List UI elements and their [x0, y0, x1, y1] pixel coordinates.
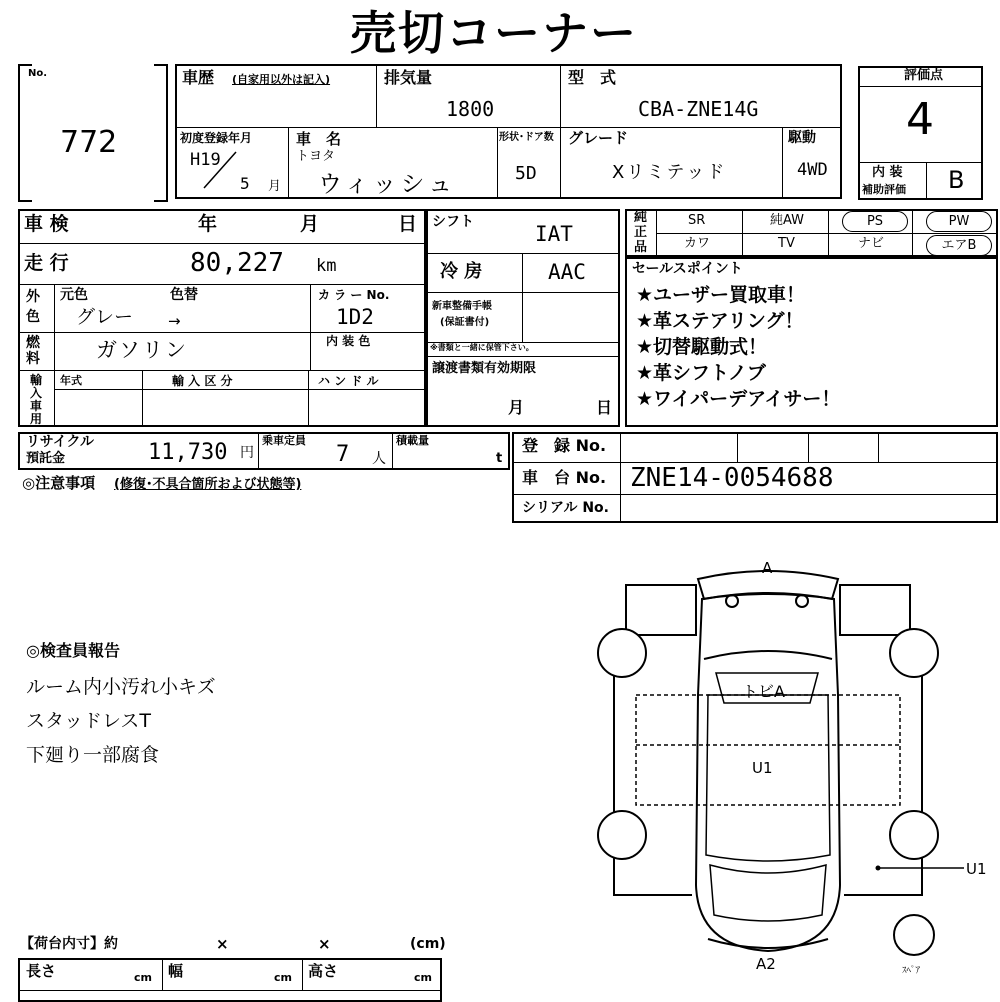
transfer-month: 月 — [508, 398, 525, 417]
diagram-side-label: U1 — [966, 860, 987, 878]
recycle-unit: 円 — [240, 445, 254, 461]
color-no-label: カ ラ ー No. — [318, 288, 390, 302]
capacity-value: 7 — [336, 442, 350, 467]
import-label: 輸入車用 — [30, 373, 43, 426]
diagram-hood-label: トビA — [742, 682, 785, 701]
option-airbag-circled — [926, 235, 992, 256]
drive-value: 4WD — [797, 160, 828, 180]
sales-point: ★切替駆動式！ — [636, 336, 768, 358]
front-fender-left — [626, 585, 696, 635]
option-tv: TV — [778, 236, 795, 251]
sales-point: ★ワイパーデアイサー！ — [636, 388, 841, 410]
mileage-unit: km — [316, 256, 337, 276]
headlight-right — [796, 595, 808, 607]
front-fender-right — [840, 585, 910, 635]
report-item: ルーム内小汚れ小キズ — [26, 676, 216, 698]
wheel-front-left — [598, 629, 646, 677]
score-label: 評価点 — [904, 68, 944, 83]
cargo-height-unit: cm — [414, 971, 432, 984]
option-ps: PS — [866, 214, 884, 229]
shift-label: シフト — [432, 214, 474, 230]
interior-score-sublabel: 補助評価 — [862, 183, 906, 196]
diagram-rear-label: A2 — [756, 955, 776, 973]
exterior-label: 外 — [26, 289, 40, 305]
transfer-day: 日 — [596, 398, 613, 417]
fuel-label-2: 料 — [26, 351, 40, 367]
wheel-rear-left — [598, 811, 646, 859]
car-maker: トヨタ — [296, 149, 336, 164]
first-reg-month: 5 — [240, 174, 250, 193]
diagram-panel-label: U1 — [752, 759, 773, 777]
import-year-label: 年式 — [60, 374, 82, 387]
cargo-width-unit: cm — [274, 971, 292, 984]
first-reg-slash — [200, 150, 240, 192]
recycle-sublabel: 預託金 — [26, 451, 66, 466]
cargo-length-unit: cm — [134, 971, 152, 984]
capacity-label: 乗車定員 — [262, 434, 306, 447]
inspection-day: 日 — [398, 213, 418, 235]
report-label: ◎検査員報告 — [26, 641, 120, 660]
option-aw: 純AW — [770, 213, 805, 228]
drive-label: 駆動 — [788, 130, 816, 146]
color-change-label: 色替 — [170, 287, 198, 303]
ac-label: 冷 房 — [440, 261, 483, 282]
import-class-label: 輸 入 区 分 — [172, 374, 233, 388]
grade-label: グレード — [568, 129, 629, 147]
history-label: 車歴 — [182, 68, 215, 87]
lot-label: No. — [28, 68, 48, 79]
displacement-label: 排気量 — [384, 68, 433, 87]
serial-label: シリアル No. — [522, 500, 609, 516]
sales-point: ★革ステアリング！ — [636, 310, 804, 332]
first-reg-year: H19 — [190, 150, 221, 170]
car-name: ウィッシュ — [318, 170, 457, 198]
model-label: 型 式 — [568, 68, 617, 87]
cargo-times-1: × — [216, 935, 229, 953]
notes-label: ◎注意事項 — [22, 474, 96, 492]
report-item: 下廻り一部腐食 — [26, 744, 160, 766]
cargo-height-label: 高さ — [308, 962, 339, 980]
first-reg-month-unit: 月 — [268, 179, 282, 194]
exterior-color: グレー — [76, 306, 134, 328]
cargo-unit: (cm) — [410, 936, 446, 952]
option-leather: カワ — [684, 236, 711, 251]
doors-value: 5D — [515, 163, 537, 184]
report-list — [26, 670, 216, 772]
transfer-label: 譲渡書類有効期限 — [432, 361, 537, 376]
chassis-value: ZNE14-0054688 — [630, 463, 834, 493]
manual-note: ※書類と一緒に保管下さい。 — [430, 343, 534, 352]
ac-value: AAC — [548, 260, 586, 284]
sales-points-list — [636, 282, 840, 412]
notes-sublabel: (修復･不具合箇所および状態等) — [114, 477, 302, 492]
manual-label: 新車整備手帳 — [432, 301, 492, 312]
mileage-label: 走 行 — [24, 252, 69, 274]
shift-value: IAT — [535, 222, 573, 246]
fuel-label: 燃 — [26, 335, 40, 351]
car-name-label: 車 名 — [296, 130, 342, 148]
orig-color-label: 元色 — [60, 287, 88, 303]
inspection-month: 月 — [300, 213, 320, 235]
page-title: 売切コーナー — [350, 6, 638, 60]
capacity-unit: 人 — [372, 451, 386, 467]
doors-label: 形状･ドア数 — [499, 132, 554, 143]
fuel-value: ガソリン — [96, 338, 188, 362]
inspection-label: 車 検 — [24, 213, 69, 235]
option-navi: ナビ — [858, 236, 885, 251]
sales-point: ★革シフトノブ — [636, 362, 766, 384]
options-label: 純正品 — [634, 210, 648, 255]
history-note: (自家用以外は記入) — [232, 73, 331, 86]
option-ps-circled — [842, 211, 908, 232]
exterior-label-2: 色 — [26, 309, 40, 325]
cargo-length-label: 長さ — [26, 962, 57, 980]
cargo-label: 【荷台内寸】約 — [20, 936, 118, 952]
wheel-front-right — [890, 629, 938, 677]
color-no-value: 1D2 — [336, 305, 374, 329]
sales-points-label: セールスポイント — [632, 261, 743, 277]
registration-label: 登 録 No. — [522, 436, 607, 455]
score-value: 4 — [906, 94, 934, 145]
load-label: 積載量 — [396, 434, 429, 447]
option-sr: SR — [688, 213, 706, 228]
side-panel-area — [636, 695, 900, 805]
sales-point: ★ユーザー買取車！ — [636, 284, 806, 306]
recycle-label: リサイクル — [26, 434, 95, 450]
interior-score-label: 内 装 — [872, 165, 903, 180]
inspection-year: 年 — [198, 213, 218, 235]
diagram-front-label: A — [762, 559, 773, 577]
load-unit: t — [496, 451, 503, 466]
option-pw: PW — [948, 214, 970, 229]
wheel-rear-right — [890, 811, 938, 859]
mileage-value: 80,227 — [190, 248, 284, 278]
chassis-label: 車 台 No. — [522, 468, 607, 487]
cargo-times-2: × — [318, 935, 331, 953]
lot-box — [18, 64, 168, 198]
displacement-value: 1800 — [446, 97, 495, 121]
cargo-grid — [18, 958, 442, 1002]
color-arrow: → — [168, 312, 181, 330]
manual-sublabel: (保証書付) — [440, 317, 490, 328]
option-pw-circled — [926, 211, 992, 232]
spare-tire — [894, 915, 934, 955]
model-value: CBA-ZNE14G — [638, 97, 759, 121]
grade-value: Xリミテッド — [612, 162, 727, 183]
lot-number: 772 — [60, 125, 118, 160]
option-airbag: エアB — [941, 238, 977, 253]
interior-color-label: 内 装 色 — [326, 334, 371, 348]
car-diagram — [580, 555, 990, 995]
first-reg-label: 初度登録年月 — [180, 131, 253, 145]
recycle-value: 11,730 — [148, 440, 228, 465]
cargo-width-label: 幅 — [168, 962, 184, 980]
diagram-spare-label: ｽﾍﾟｱ — [902, 966, 921, 976]
interior-score-value: B — [948, 166, 965, 194]
report-item: スタッドレスT — [26, 710, 152, 732]
handle-label: ハ ン ド ル — [318, 374, 379, 388]
